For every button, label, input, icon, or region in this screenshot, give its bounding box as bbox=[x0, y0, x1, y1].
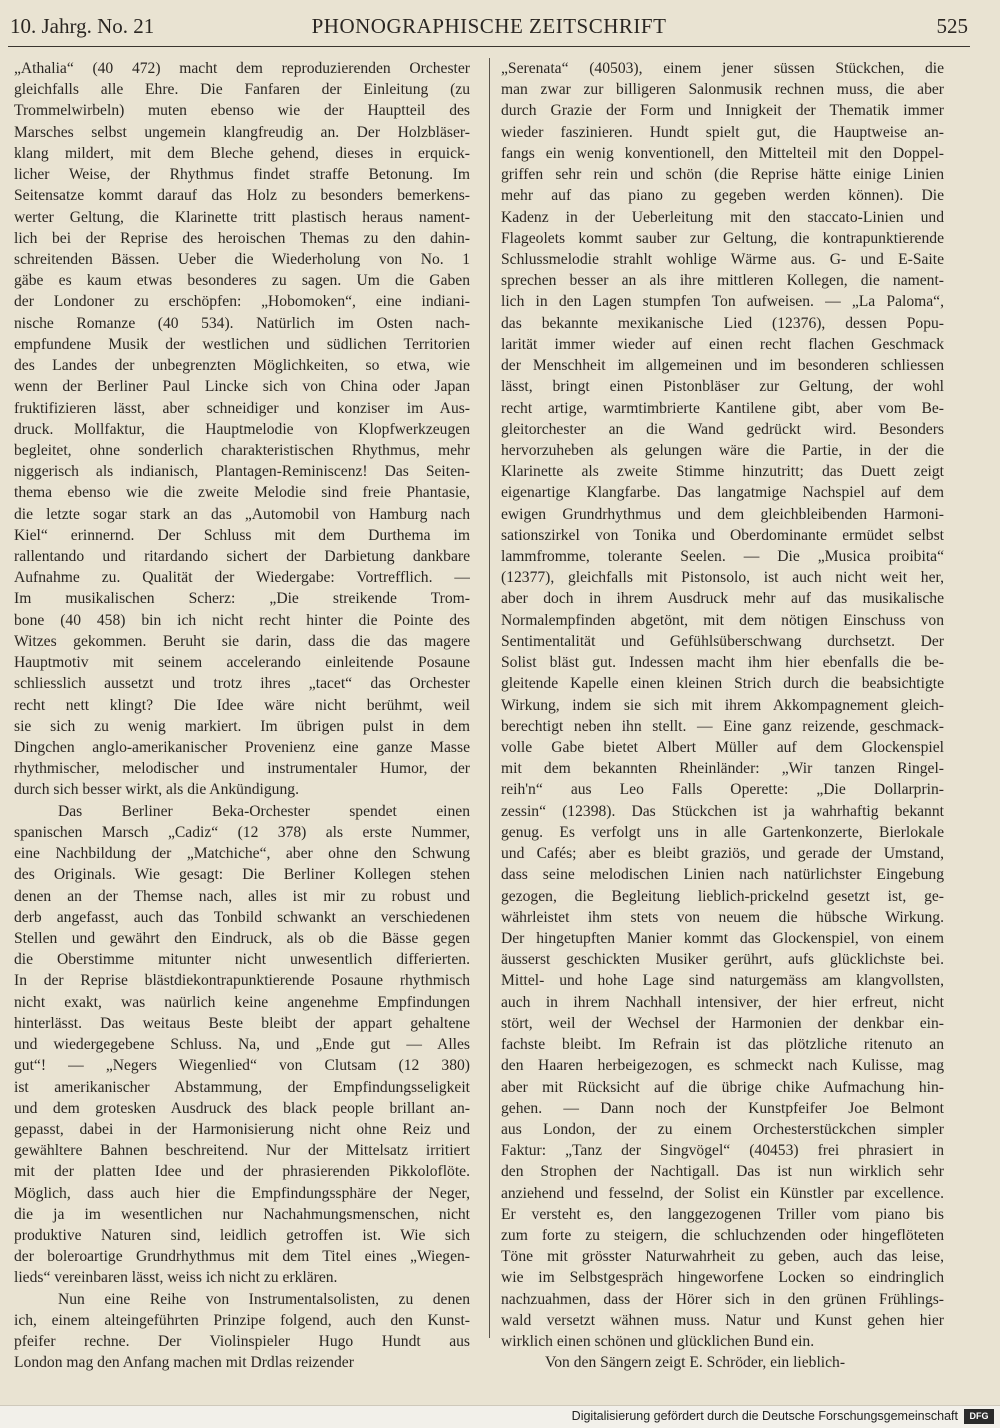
text-line: gut“! — „Negers Wiegenlied“ von Clutsam (12 380) bbox=[14, 1057, 470, 1075]
text-line: empfundene Musik der westlichen und südlichen Territorien bbox=[14, 335, 470, 353]
text-line: gehen. — Dann noch der Kunstpfeifer Joe Belmont bbox=[501, 1099, 944, 1117]
text-line: lich in den Lagen stumpfen Ton aufweisen. — „La Paloma“, bbox=[501, 293, 944, 311]
text-line: recht artige, warmtimbrierte Kantilene gibt, aber vom Be- bbox=[501, 399, 944, 417]
text-line: äusserst geschickten Musiker gerührt, aufs glücklichste bei. bbox=[501, 951, 944, 969]
text-line: aber doch in ihrem Ausdruck mehr auf das musikalische bbox=[501, 590, 944, 608]
text-line: wenn der Berliner Paul Lincke sich von China oder Japan bbox=[14, 378, 470, 396]
left-column bbox=[14, 58, 470, 1374]
text-line: auch in ihrem Nachhall intensiver, der hier erfreut, nicht bbox=[501, 993, 944, 1011]
column-divider bbox=[489, 58, 490, 1338]
text-line: (12377), gleichfalls mit Pistonsolo, ist auch nicht weit her, bbox=[501, 569, 944, 587]
text-line: nicht exakt, was naürlich keine angenehme Empfindungen bbox=[14, 993, 470, 1011]
text-line: fruktifizieren lässt, aber schneidiger und konziser im Aus- bbox=[14, 399, 470, 417]
paragraph bbox=[14, 58, 470, 801]
text-line: Kiel“ erinnernd. Der Schluss mit dem Durthema im bbox=[14, 526, 470, 544]
text-line: Töne mit grösster Naturwahrheit zu geben, auch das leise, bbox=[501, 1248, 944, 1266]
digitization-footer bbox=[0, 1405, 1000, 1428]
paragraph bbox=[14, 1289, 470, 1374]
text-line: man zwar zur billigeren Salonmusik rechnen muss, die aber bbox=[501, 81, 944, 99]
text-line: druck. Mollfaktur, die Hauptmelodie von Klopfwerkzeugen bbox=[14, 420, 470, 438]
text-line: lieds“ vereinbaren lässt, weiss ich nicht zu erklären. bbox=[14, 1269, 338, 1287]
text-line: larität immer wieder auf einen recht flachen Geschmack bbox=[501, 335, 944, 353]
text-line: Mittel- und hohe Lage sind naturgemäss am klangvollsten, bbox=[501, 972, 944, 990]
text-line: Er versteht es, den langgezogenen Triller vom piano bis bbox=[501, 1205, 944, 1223]
text-line: wirklich einen schönen und glücklichen Bund ein. bbox=[501, 1333, 815, 1351]
text-line: gäbe es kaum etwas besonderes zu sagen. Um die Gaben bbox=[14, 272, 470, 290]
text-line: dass seine melodischen Linien nach natürlichster Eingebung bbox=[501, 866, 944, 884]
text-line: In der Reprise blästdiekontrapunktierende Posaune rhythmisch bbox=[14, 972, 470, 990]
text-line: gepasst, dabei in der Harmonisierung nicht ohne Reiz und bbox=[14, 1120, 470, 1138]
text-line: mit dem bekannten Rheinländer: „Wir tanzen Ringel- bbox=[501, 760, 944, 778]
text-line: anziehend und fesselnd, der Solist ein Künstler par excellence. bbox=[501, 1184, 944, 1202]
text-line: „Serenata“ (40503), einem jener süssen Stückchen, die bbox=[501, 60, 944, 77]
text-line: recht nett klingt? Die Idee wäre nicht berühmt, weil bbox=[14, 696, 470, 714]
text-line: Stellen und gewährt den Eindruck, als ob die Bässe gegen bbox=[14, 929, 470, 947]
text-line: licher Weise, der Rhythmus findet straffe Betonung. Im bbox=[14, 166, 470, 184]
text-line: durch sich besser wirkt, als die Ankündigung. bbox=[14, 781, 299, 799]
paragraph bbox=[501, 58, 944, 1352]
dfg-logo: DFG bbox=[964, 1409, 994, 1424]
text-line: und Cafés; aber es bleibt graziös, und gerade der Umstand, bbox=[501, 845, 944, 863]
text-line: Klarinette als zweite Stimme hinzutritt; das Duett zeigt bbox=[501, 463, 944, 481]
text-line: griffen sehr rein und schön (die Reprise hätte einige Linien bbox=[501, 166, 944, 184]
text-line: der boleroartige Grundrhythmus mit dem Titel eines „Wiegen- bbox=[14, 1248, 470, 1266]
text-line: Möglich, dass auch hier die Empfindungssphäre der Neger, bbox=[14, 1184, 470, 1202]
text-line: klang mildert, mit dem Bleche gehend, dieses in erquick- bbox=[14, 144, 470, 162]
text-line: das bekannte mexikanische Lied (12376), dessen Popu- bbox=[501, 314, 944, 332]
text-line: schreitenden Bässen. Ueber die Wiederholung von No. 1 bbox=[14, 250, 470, 268]
text-line: Hauptmotiv mit seinem accelerando einleitende Posaune bbox=[14, 654, 470, 672]
text-line: aus London, der zu einem Orchesterstückchen simpler bbox=[501, 1120, 944, 1138]
text-line: zum forte zu steigern, die schluchzenden oder hingeflöteten bbox=[501, 1227, 944, 1245]
volume-issue: 10. Jahrg. No. 21 bbox=[10, 14, 155, 38]
text-line: Trommelwirbeln) muten ebenso wie der Hauptteil des bbox=[14, 102, 470, 120]
text-line: berechtigt neben ihn stellt. — Eine ganz reizende, geschmack- bbox=[501, 717, 944, 735]
text-line: ewigen Grundrhythmus und dem gleichbleibenden Harmoni- bbox=[501, 505, 944, 523]
text-line: hinterlässt. Das weitaus Beste bleibt der appart gehaltene bbox=[14, 1014, 470, 1032]
text-line: gleichfalls alle Ehre. Die Fanfaren der Einleitung (zu bbox=[14, 81, 470, 99]
text-line: der Londoner zu erschöpfen: „Hobomoken“, eine indiani- bbox=[14, 293, 470, 311]
text-line: sprechen besser an als ihre mittleren Kollegen, die nament- bbox=[501, 272, 944, 290]
text-line: gleitorchester an die Wand gedrückt wird. Besonders bbox=[501, 420, 944, 438]
text-line: gezogen, die Begleitung lieblich-prickelnd gesetzt ist, ge- bbox=[501, 887, 944, 905]
text-line: lich bei der Reprise des heroischen Themas zu den dahin- bbox=[14, 229, 470, 247]
text-line: sationszirkel von Tonika und Oberdominante ermüdet selbst bbox=[501, 526, 944, 544]
text-line: lammfromme, tolerante Seelen. — Die „Musica proibita“ bbox=[501, 548, 944, 566]
text-line: ist amerikanischer Abstammung, der Empfindungsseligkeit bbox=[14, 1078, 470, 1096]
text-line: aber mit Rücksicht auf die übrige chike Aufmachung hin- bbox=[501, 1078, 944, 1096]
page-number: 525 bbox=[936, 14, 968, 38]
text-line: Flageolets kommt sauber zur Geltung, die kontrapunktierende bbox=[501, 229, 944, 247]
funding-note: Digitalisierung gefördert durch die Deutsche Forschungsgemeinschaft bbox=[571, 1409, 958, 1423]
text-line: mehr auf das piano zu gegeben werden können). Die bbox=[501, 187, 944, 205]
text-line: volle Gabe bietet Albert Müller auf dem Glockenspiel bbox=[501, 739, 944, 756]
text-line: werter Geltung, die Klarinette tritt plastisch heraus nament- bbox=[14, 208, 470, 226]
text-line: ich, einem alteingeführten Prinzipe folgend, auch den Kunst- bbox=[14, 1311, 470, 1329]
text-line: rallentando und ritardando sichert der Darbietung dankbare bbox=[14, 548, 470, 566]
text-line: niggerisch als indianisch, Plantagen-Reminiscenz! Das Seiten- bbox=[14, 463, 470, 481]
text-line: währleistet ihm stets von neuem die hübsche Wirkung. bbox=[501, 908, 944, 926]
text-line: durch Grazie der Form und Innigkeit der Thematik immer bbox=[501, 102, 944, 120]
text-line: Marsches selbst ungemein klangfreudig an. Der Holzbläser- bbox=[14, 123, 470, 141]
text-line: London mag den Anfang machen mit Drdlas reizender bbox=[14, 1354, 354, 1372]
text-line: wie im Selbstgespräch hingeworfene Locken so eindringlich bbox=[501, 1269, 944, 1287]
text-line: „Athalia“ (40 472) macht dem reproduzierenden Orchester bbox=[14, 60, 470, 77]
text-line: fangs ein wenig konventionell, den Mittelteil mit den Doppel- bbox=[501, 144, 944, 162]
text-line: die letzte sogar stark an das „Automobil von Hamburg nach bbox=[14, 505, 470, 523]
text-line: Das Berliner Beka-Orchester spendet einen bbox=[58, 802, 470, 820]
text-line: mit der platten Idee und der phrasierenden Pikkoloflöte. bbox=[14, 1163, 470, 1181]
running-header bbox=[10, 14, 968, 44]
text-line: Kadenz in der Ueberleitung mit den staccato-Linien und bbox=[501, 208, 944, 226]
text-line: produktive Naturen sind, leidlich getroffen ist. Wie sich bbox=[14, 1227, 470, 1245]
text-line: gewähltere Bahnen beschreitend. Nur der Mittelsatz irritiert bbox=[14, 1142, 470, 1160]
text-line: wald versetzt wähnen muss. Natur und Kunst gehen hier bbox=[501, 1311, 944, 1329]
header-rule bbox=[8, 46, 970, 47]
text-line: bone (40 458) bin ich nicht recht hinter die Pointe des bbox=[14, 611, 470, 629]
text-line: zessin“ (12398). Das Stückchen ist ja wahrhaftig bekannt bbox=[501, 802, 944, 820]
text-line: wieder faszinieren. Hundt spielt gut, die Hauptweise an- bbox=[501, 123, 944, 141]
text-line: spanischen Marsch „Cadiz“ (12 378) als erste Nummer, bbox=[14, 823, 470, 841]
text-line: Witzes gekommen. Beruht sie darin, dass die das magere bbox=[14, 632, 470, 650]
text-line: denen an der Themse nach, alles ist mir zu robust und bbox=[14, 887, 470, 905]
paragraph bbox=[14, 801, 470, 1289]
text-line: den Haaren herbeigezogen, es schmeckt nach Kulisse, mag bbox=[501, 1057, 944, 1075]
text-line: hervorzuheben als gelungen wäre die Partie, in der die bbox=[501, 441, 944, 459]
text-line: nische Romanze (40 534). Natürlich im Osten nach- bbox=[14, 314, 470, 332]
text-line: den Strophen der Nachtigall. Das ist nun wirklich sehr bbox=[501, 1163, 944, 1181]
text-line: Dingchen anglo-amerikanischer Provenienz eine ganze Masse bbox=[14, 739, 470, 756]
text-line: pfeifer rechne. Der Violinspieler Hugo Hundt aus bbox=[14, 1333, 470, 1351]
text-line: fachste bleibt. Im Refrain ist das plötzliche ritenuto an bbox=[501, 1036, 944, 1054]
text-line: rhythmischer, melodischer und instrumentaler Humor, der bbox=[14, 760, 470, 778]
text-line: Wirkung, indem sie sich mit ihrem Akkompagnement gleich- bbox=[501, 696, 944, 714]
text-line: Solist bläst gut. Indessen macht ihm hier ebenfalls die be- bbox=[501, 654, 944, 672]
text-line: lässt, bringt einen Pistonbläser zur Geltung, der wohl bbox=[501, 378, 944, 396]
text-line: die Oberstimme mitunter nicht unwesentlich differierten. bbox=[14, 951, 470, 969]
text-line: Aufnahme zu. Qualität der Wiedergabe: Vortrefflich. — bbox=[14, 569, 470, 587]
right-column bbox=[501, 58, 944, 1374]
text-line: Faktur: „Tanz der Singvögel“ (40453) frei phrasiert in bbox=[501, 1142, 944, 1160]
text-line: Seitensatze kommt darauf das Holz zu besonders bemerkens- bbox=[14, 187, 470, 205]
text-line: eigenartige Klangfarbe. Das langatmige Nachspiel auf dem bbox=[501, 484, 944, 502]
text-line: reih'n“ aus Leo Falls Operette: „Die Dollarprin- bbox=[501, 781, 944, 799]
text-line: Der hingetupften Manier kommt das Glockenspiel, von einem bbox=[501, 929, 944, 947]
text-line: nachzuahmen, dass der Hörer sich in den grünen Frühlings- bbox=[501, 1290, 944, 1308]
journal-title: PHONOGRAPHISCHE ZEITSCHRIFT bbox=[311, 14, 667, 38]
text-line: stört, weil der Wechsel der Harmonien der denkbar ein- bbox=[501, 1014, 944, 1032]
text-line: der Menschheit im allgemeinen und im besonderen schliessen bbox=[501, 357, 944, 375]
text-line: gleitende Kapelle einen kleinen Strich durch die beabsichtigte bbox=[501, 675, 944, 693]
text-line: eine Nachbildung der „Matchiche“, aber ohne den Schwung bbox=[14, 845, 470, 863]
text-line: genug. Es verfolgt uns in alle Gartenkonzerte, Bierlokale bbox=[501, 823, 944, 841]
text-line: begleitet, ohne sonderlich charakteristischen Rhythmus, mehr bbox=[14, 441, 470, 459]
text-line: und wiedergegebene Schluss. Na, und „Ende gut — Alles bbox=[14, 1036, 470, 1054]
paragraph bbox=[501, 1352, 944, 1373]
text-line: sie sich zu wenig markiert. Im übrigen pulst in dem bbox=[14, 717, 470, 735]
text-line: die ja im wesentlichen nur Nachahmungsmenschen, nicht bbox=[14, 1205, 470, 1223]
text-line: und dem grotesken Ausdruck des black people brillant an- bbox=[14, 1099, 470, 1117]
text-line: Im musikalischen Scherz: „Die streikende Trom- bbox=[14, 590, 470, 608]
text-line: Von den Sängern zeigt E. Schröder, ein lieblich- bbox=[545, 1354, 846, 1372]
text-line: Nun eine Reihe von Instrumentalsolisten, zu denen bbox=[58, 1290, 470, 1308]
text-line: des Originals. Wie gesagt: Die Berliner Kollegen stehen bbox=[14, 866, 470, 884]
text-line: Schlussmelodie strahlt wohlige Wärme aus. G- und E-Saite bbox=[501, 250, 944, 268]
text-line: derb angefasst, auch das Tonbild schwankt an verschiedenen bbox=[14, 908, 470, 926]
text-line: schliesslich aussetzt und trotz ihres „tacet“ das Orchester bbox=[14, 675, 470, 693]
text-line: Normalempfinden abgetönt, mit dem nötigen Einschuss von bbox=[501, 611, 944, 629]
text-line: thema ebenso wie die zweite Melodie sind freie Phantasie, bbox=[14, 484, 470, 502]
text-line: des Landes der unbegrenzten Möglichkeiten, so etwa, wie bbox=[14, 357, 470, 375]
text-line: Sentimentalität und Gefühlsüberschwang durchsetzt. Der bbox=[501, 632, 944, 650]
